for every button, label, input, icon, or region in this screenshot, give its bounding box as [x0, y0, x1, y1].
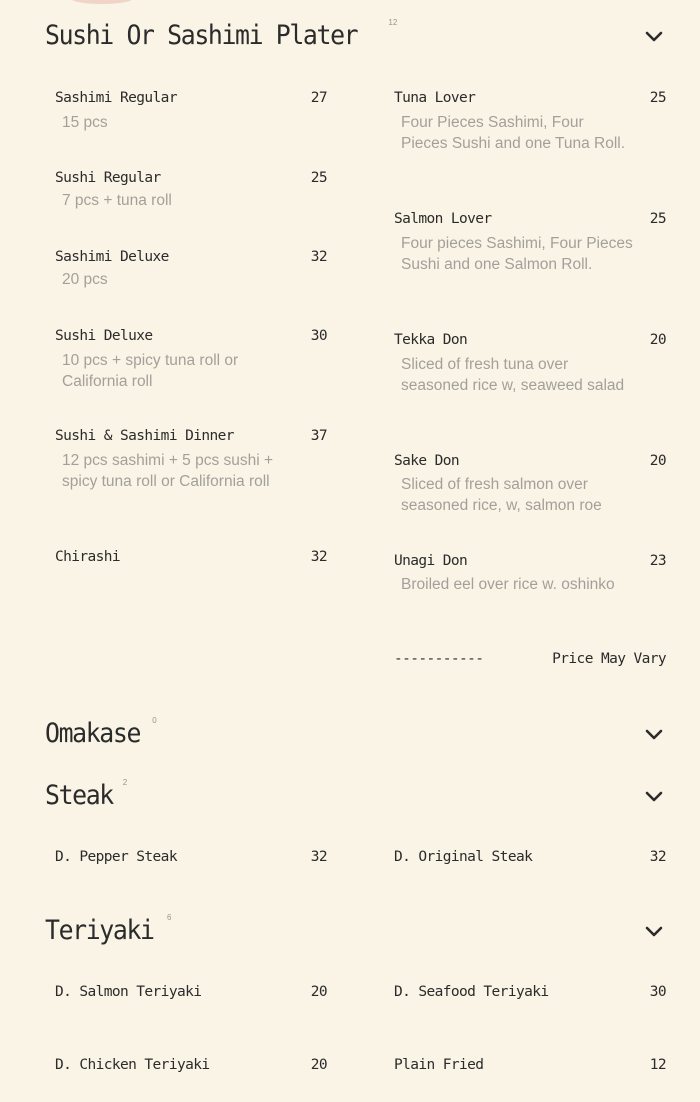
item-name: Sashimi Regular — [55, 90, 177, 106]
item-name: Tekka Don — [394, 332, 468, 348]
section-count: 0 — [152, 716, 157, 725]
section-header-teriyaki[interactable] — [45, 913, 665, 949]
chevron-down-icon[interactable] — [643, 786, 665, 806]
item-description: Broiled eel over rice w. oshinko — [401, 576, 615, 593]
menu-item[interactable] — [394, 848, 666, 866]
section-header-omakase[interactable] — [45, 716, 665, 752]
section-count: 2 — [122, 778, 128, 787]
section-count: 12 — [388, 18, 398, 27]
section-count: 6 — [167, 913, 172, 922]
item-price: 20 — [649, 332, 666, 348]
item-price: 32 — [310, 549, 327, 565]
section-header-sushi[interactable] — [45, 18, 665, 54]
item-description: Four Pieces Sashimi, Four Pieces Sushi and one Tuna Roll. — [401, 114, 626, 152]
item-description: 12 pcs sashimi + 5 pcs sushi + spicy tuna roll or California roll — [62, 452, 274, 490]
item-price: 25 — [310, 170, 327, 186]
item-price: 20 — [310, 984, 327, 1000]
menu-item[interactable] — [55, 848, 327, 866]
item-price: 20 — [310, 1057, 327, 1073]
item-description: Sliced of fresh salmon over seasoned rice, w, salmon roe — [401, 476, 602, 514]
section-title: Steak — [45, 780, 113, 811]
item-name: D. Salmon Teriyaki — [55, 984, 202, 1000]
item-name: D. Pepper Steak — [55, 849, 177, 865]
menu-item[interactable] — [394, 210, 666, 275]
item-price: 30 — [310, 328, 327, 344]
chevron-down-icon[interactable] — [643, 26, 665, 46]
item-name: Sake Don — [394, 453, 460, 469]
item-price: 23 — [649, 553, 666, 569]
menu-item[interactable] — [394, 983, 666, 1001]
item-price: 20 — [649, 453, 666, 469]
item-price: 12 — [649, 1057, 666, 1073]
menu-item[interactable] — [55, 983, 327, 1001]
item-name: Salmon Lover — [394, 211, 492, 227]
item-name: Sashimi Deluxe — [55, 249, 169, 265]
section-header-steak[interactable] — [45, 778, 665, 814]
menu-item[interactable] — [394, 552, 666, 596]
menu-item[interactable] — [394, 331, 666, 396]
item-price: 32 — [310, 249, 327, 265]
item-description: Four pieces Sashimi, Four Pieces Sushi and one Salmon Roll. — [401, 235, 633, 273]
item-name: D. Original Steak — [394, 849, 533, 865]
item-price: 37 — [310, 428, 327, 444]
chevron-down-icon[interactable] — [643, 724, 665, 744]
menu-item[interactable] — [55, 1056, 327, 1074]
menu-item[interactable] — [55, 89, 327, 134]
decorative-blob — [72, 0, 132, 4]
price-note-divider: ----------- — [394, 651, 484, 667]
menu-item[interactable] — [394, 89, 666, 154]
chevron-down-icon[interactable] — [643, 921, 665, 941]
item-price: 30 — [649, 984, 666, 1000]
item-description: Sliced of fresh tuna over seasoned rice w, seaweed salad — [401, 356, 625, 394]
menu-item[interactable] — [55, 248, 327, 291]
item-description: 10 pcs + spicy tuna roll or California roll — [62, 352, 239, 390]
item-price: 32 — [310, 849, 327, 865]
item-price: 25 — [649, 211, 666, 227]
item-name: Chirashi — [55, 549, 121, 565]
menu-item[interactable] — [55, 169, 327, 212]
item-name: Sushi & Sashimi Dinner — [55, 428, 234, 444]
item-name: Sushi Regular — [55, 170, 161, 186]
menu-item[interactable] — [394, 1056, 666, 1074]
item-name: Sushi Deluxe — [55, 328, 153, 344]
item-description: 20 pcs — [62, 271, 108, 288]
menu-item[interactable] — [55, 427, 327, 492]
item-name: Tuna Lover — [394, 90, 476, 106]
item-description: 7 pcs + tuna roll — [62, 192, 172, 209]
section-title: Omakase — [45, 718, 141, 749]
item-name: Unagi Don — [394, 553, 468, 569]
item-price: 32 — [649, 849, 666, 865]
section-title: Teriyaki — [45, 915, 154, 946]
item-price: 25 — [649, 90, 666, 106]
menu-item[interactable] — [55, 327, 327, 392]
item-name: D. Chicken Teriyaki — [55, 1057, 210, 1073]
section-title: Sushi Or Sashimi Plater — [45, 20, 358, 51]
price-note — [394, 651, 666, 667]
item-price: 27 — [310, 90, 327, 106]
price-note-text: Price May Vary — [552, 651, 666, 667]
item-name: Plain Fried — [394, 1057, 484, 1073]
item-description: 15 pcs — [62, 114, 108, 131]
item-name: D. Seafood Teriyaki — [394, 984, 549, 1000]
menu-item[interactable] — [394, 452, 666, 516]
menu-item[interactable] — [55, 548, 327, 566]
